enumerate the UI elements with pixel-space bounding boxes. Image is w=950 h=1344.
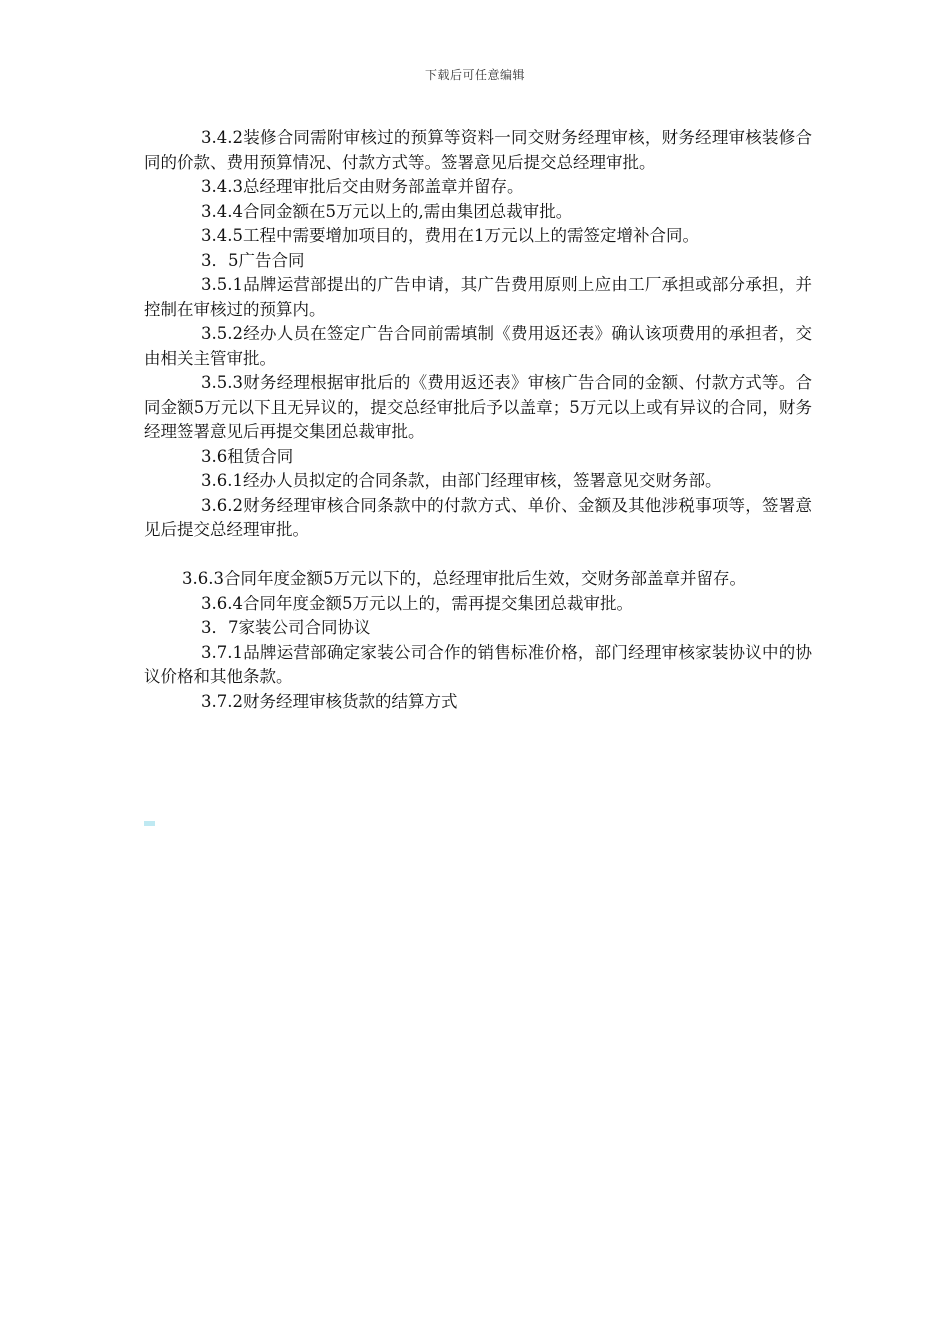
paragraph-3-6-4: 3.6.4合同年度金额5万元以上的，需再提交集团总裁审批。: [201, 593, 633, 613]
blank-line: [144, 543, 812, 568]
paragraph-3-6-3: 3.6.3合同年度金额5万元以下的，总经理审批后生效，交财务部盖章并留存。: [182, 569, 746, 588]
paragraph-3-4-4: 3.4.4合同金额在5万元以上的,需由集团总裁审批。: [201, 201, 573, 221]
text-marker: [144, 821, 155, 826]
paragraph-3-5-2: 3.5.2经办人员在签定广告合同前需填制《费用返还表》确认该项费用的承担者，交由相关主管审批。: [144, 324, 812, 368]
document-body: [144, 126, 812, 714]
paragraph-3-5-3: 3.5.3财务经理根据审批后的《费用返还表》审核广告合同的金额、付款方式等。合同金额5万元以下且无异议的，提交总经审批后予以盖章；5万元以上或有异议的合同，财务经理签署意见后再提交集团总裁审批。: [144, 373, 812, 441]
paragraph-3-4-3: 3.4.3总经理审批后交由财务部盖章并留存。: [201, 177, 524, 196]
paragraph-3-7-1: 3.7.1品牌运营部确定家装公司合作的销售标准价格，部门经理审核家装协议中的协议价格和其他条款。: [144, 642, 812, 686]
paragraph-3-6-1: 3.6.1经办人员拟定的合同条款，由部门经理审核，签署意见交财务部。: [201, 471, 722, 490]
section-heading-3-7: 3．7家装公司合同协议: [201, 618, 371, 637]
page-header: 下载后可任意编辑: [424, 68, 525, 82]
paragraph-3-4-2: 3.4.2装修合同需附审核过的预算等资料一同交财务经理审核，财务经理审核装修合同的价款、费用预算情况、付款方式等。签署意见后提交总经理审批。: [144, 128, 812, 172]
section-heading-3-5: 3．5广告合同: [201, 250, 305, 270]
section-heading-3-6: 3.6租赁合同: [201, 446, 294, 466]
paragraph-3-4-5: 3.4.5工程中需要增加项目的，费用在1万元以上的需签定增补合同。: [201, 226, 699, 245]
paragraph-3-7-2: 3.7.2财务经理审核货款的结算方式: [201, 691, 458, 711]
paragraph-3-5-1: 3.5.1品牌运营部提出的广告申请，其广告费用原则上应由工厂承担或部分承担，并控制在审核过的预算内。: [144, 275, 812, 319]
paragraph-3-6-2: 3.6.2财务经理审核合同条款中的付款方式、单价、金额及其他涉税事项等，签署意见后提交总经理审批。: [144, 495, 812, 539]
